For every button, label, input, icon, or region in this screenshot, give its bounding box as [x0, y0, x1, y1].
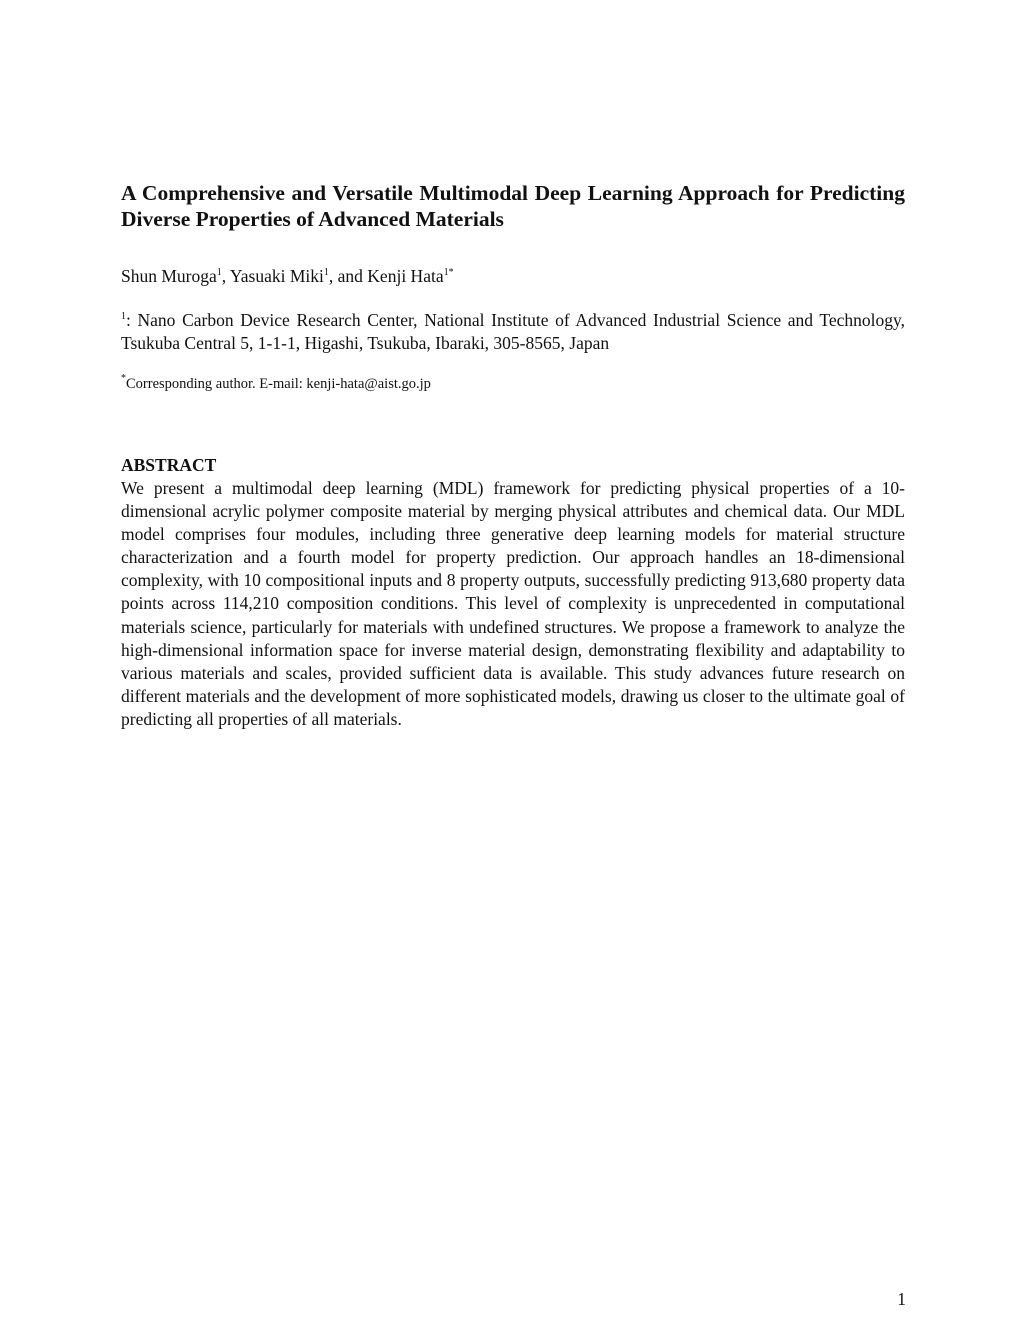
author-name: Shun Muroga: [121, 266, 217, 286]
author-affiliation-marker: 1*: [443, 267, 454, 278]
corresponding-marker: *: [121, 373, 126, 384]
author-separator: , and: [328, 266, 368, 286]
author-name: Yasuaki Miki: [229, 266, 324, 286]
paper-title: A Comprehensive and Versatile Multimodal Deep Learning Approach for Predicting Diverse Properties of Advanced Materials: [121, 181, 905, 231]
author-list: [121, 265, 905, 287]
abstract-text: We present a multimodal deep learning (MDL) framework for predicting physical properties of a 10-dimensional acrylic polymer composite material by merging physical attributes and chemical data. Our MDL model comprises four modules, including three generative deep learning models for material structure characterization and a fourth model for property prediction. Our approach handles an 18-dimensional complexity, with 10 compositional inputs and 8 property outputs, successfully predicting 913,680 property data points across 114,210 composition conditions. This level of complexity is unprecedented in computational materials science, particularly for materials with undefined structures. We propose a framework to analyze the high-dimensional information space for inverse material design, demonstrating flexibility and adaptability to various materials and scales, provided sufficient data is available. This study advances future research on different materials and the development of more sophisticated models, drawing us closer to the ultimate goal of predicting all properties of all materials.: [121, 478, 905, 729]
abstract-heading: ABSTRACT: [121, 455, 217, 475]
author-name: Kenji Hata: [367, 266, 444, 286]
affiliation-text: : Nano Carbon Device Research Center, National Institute of Advanced Industrial Science and Technology, Tsukuba Central 5, 1-1-1, Higashi, Tsukuba, Ibaraki, 305-8565, Japan: [121, 310, 905, 353]
corresponding-author-note: [121, 374, 905, 394]
page-number: 1: [897, 1289, 906, 1309]
author-affiliation-marker: 1: [216, 267, 222, 278]
corresponding-text: Corresponding author. E-mail: kenji-hata@aist.go.jp: [126, 376, 431, 392]
author-separator: ,: [221, 266, 230, 286]
author-affiliation-marker: 1: [323, 267, 329, 278]
affiliation: [121, 309, 905, 355]
affiliation-marker: 1: [121, 311, 126, 322]
